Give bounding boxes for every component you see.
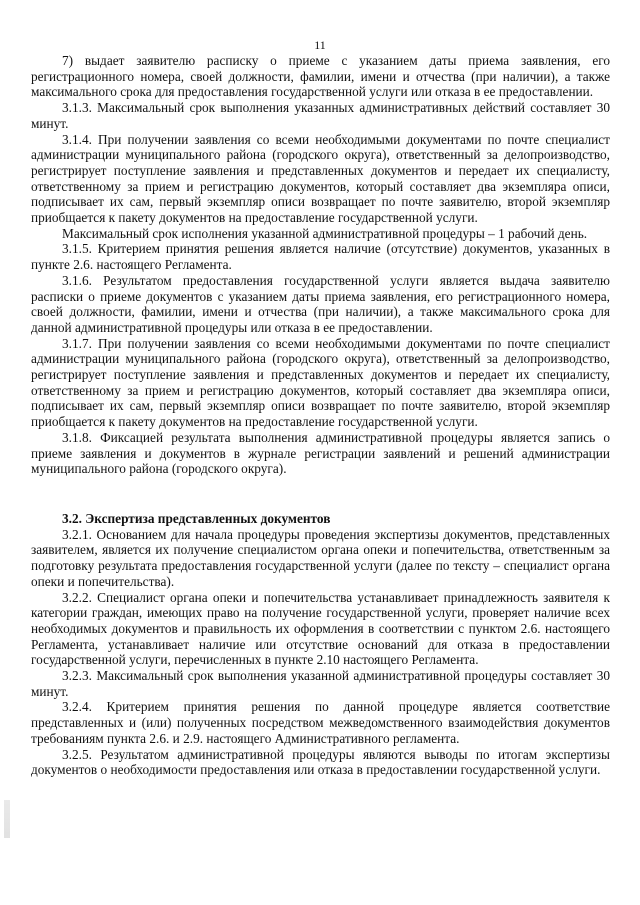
paragraph-3-2-1: 3.2.1. Основанием для начала процедуры проведения экспертизы документов, представленных заявителем, является их получение специалистом органа опеки и попечительства, ответственным за подготовку результата предоставления государственной услуги (далее по тексту – специалист органа опеки и попечительства). (31, 526, 610, 589)
paragraph-3-1-4: 3.1.4. При получении заявления со всеми необходимыми документами по почте специалист администрации муниципального района (городского округа), ответственный за делопроизводство, регистрирует поступление заявления и представленных документов и передает их специалисту, ответственному за прием и регистрацию документов, который составляет два экземпляра описи, подписывает их сам, первый экземпляр описи возвращает по почте заявителю, второй экземпляр приобщается к пакету документов на предоставление государственной услуги. (31, 131, 610, 226)
paragraph-3-1-3: 3.1.3. Максимальный срок выполнения указанных административных действий составляет 30 минут. (31, 100, 610, 131)
paragraph-item-7: 7) выдает заявителю расписку о приеме с указанием даты приема заявления, его регистрационного номера, своей должности, фамилии, имени и отчества (при наличии), а также максимального срока для предоставления государственной услуги или отказа в ее предоставлении. (31, 53, 610, 100)
scan-margin-mark (4, 800, 10, 838)
paragraph-3-1-8: 3.1.8. Фиксацией результата выполнения административной процедуры является запись о приеме заявления и документов в журнале регистрации заявлений и решений администрации муниципального района (городского округа). (31, 429, 610, 477)
paragraph-3-2-3: 3.2.3. Максимальный срок выполнения указанной административной процедуры составляет 30 минут. (31, 668, 610, 699)
paragraph-max-term: Максимальный срок исполнения указанной административной процедуры – 1 рабочий день. (62, 225, 588, 241)
paragraph-3-2-2: 3.2.2. Специалист органа опеки и попечительства устанавливает принадлежность заявителя к категории граждан, имеющих право на получение государственной услуги, проверяет наличие всех необходимых документов и правильность их оформления в соответствии с пунктом 2.6. настоящего Регламента, устанавливает наличие или отсутствие оснований для отказа в предоставлении государственной услуги, перечисленных в пункте 2.10 настоящего Регламента. (31, 589, 610, 668)
paragraph-3-2-5: 3.2.5. Результатом административной процедуры являются выводы по итогам экспертизы документов о необходимости предоставления или отказа в предоставлении государственной услуги. (31, 746, 610, 778)
document-body (31, 53, 610, 778)
paragraph-3-1-7: 3.1.7. При получении заявления со всеми необходимыми документами по почте специалист администрации муниципального района (городского округа), ответственный за делопроизводство, регистрирует поступление заявления и представленных документов и передает их специалисту, ответственному за прием и регистрацию документов, который составляет два экземпляра описи, подписывает их сам, первый экземпляр описи возвращает по почте заявителю, второй экземпляр приобщается к пакету документов на предоставление государственной услуги. (31, 335, 610, 430)
paragraph-3-2-4: 3.2.4. Критерием принятия решения по данной процедуре является соответствие представленных и (или) полученных посредством межведомственного взаимодействия документов требованиям пункта 2.6. и 2.9. настоящего Административного регламента. (31, 699, 610, 746)
section-heading: 3.2. Экспертиза представленных документов (62, 510, 331, 526)
page-number: 11 (314, 38, 326, 52)
paragraph-3-1-6: 3.1.6. Результатом предоставления государственной услуги является выдача заявителю расписки о приеме документов с указанием даты приема заявления, его регистрационного номера, своей должности, фамилии, имени и отчества (при наличии), а также максимального срока для данной административной процедуры или отказа в ее предоставлении. (31, 272, 610, 335)
section-spacer (31, 477, 610, 511)
paragraph-3-1-5: 3.1.5. Критерием принятия решения является наличие (отсутствие) документов, указанных в пункте 2.6. настоящего Регламента. (31, 241, 610, 273)
